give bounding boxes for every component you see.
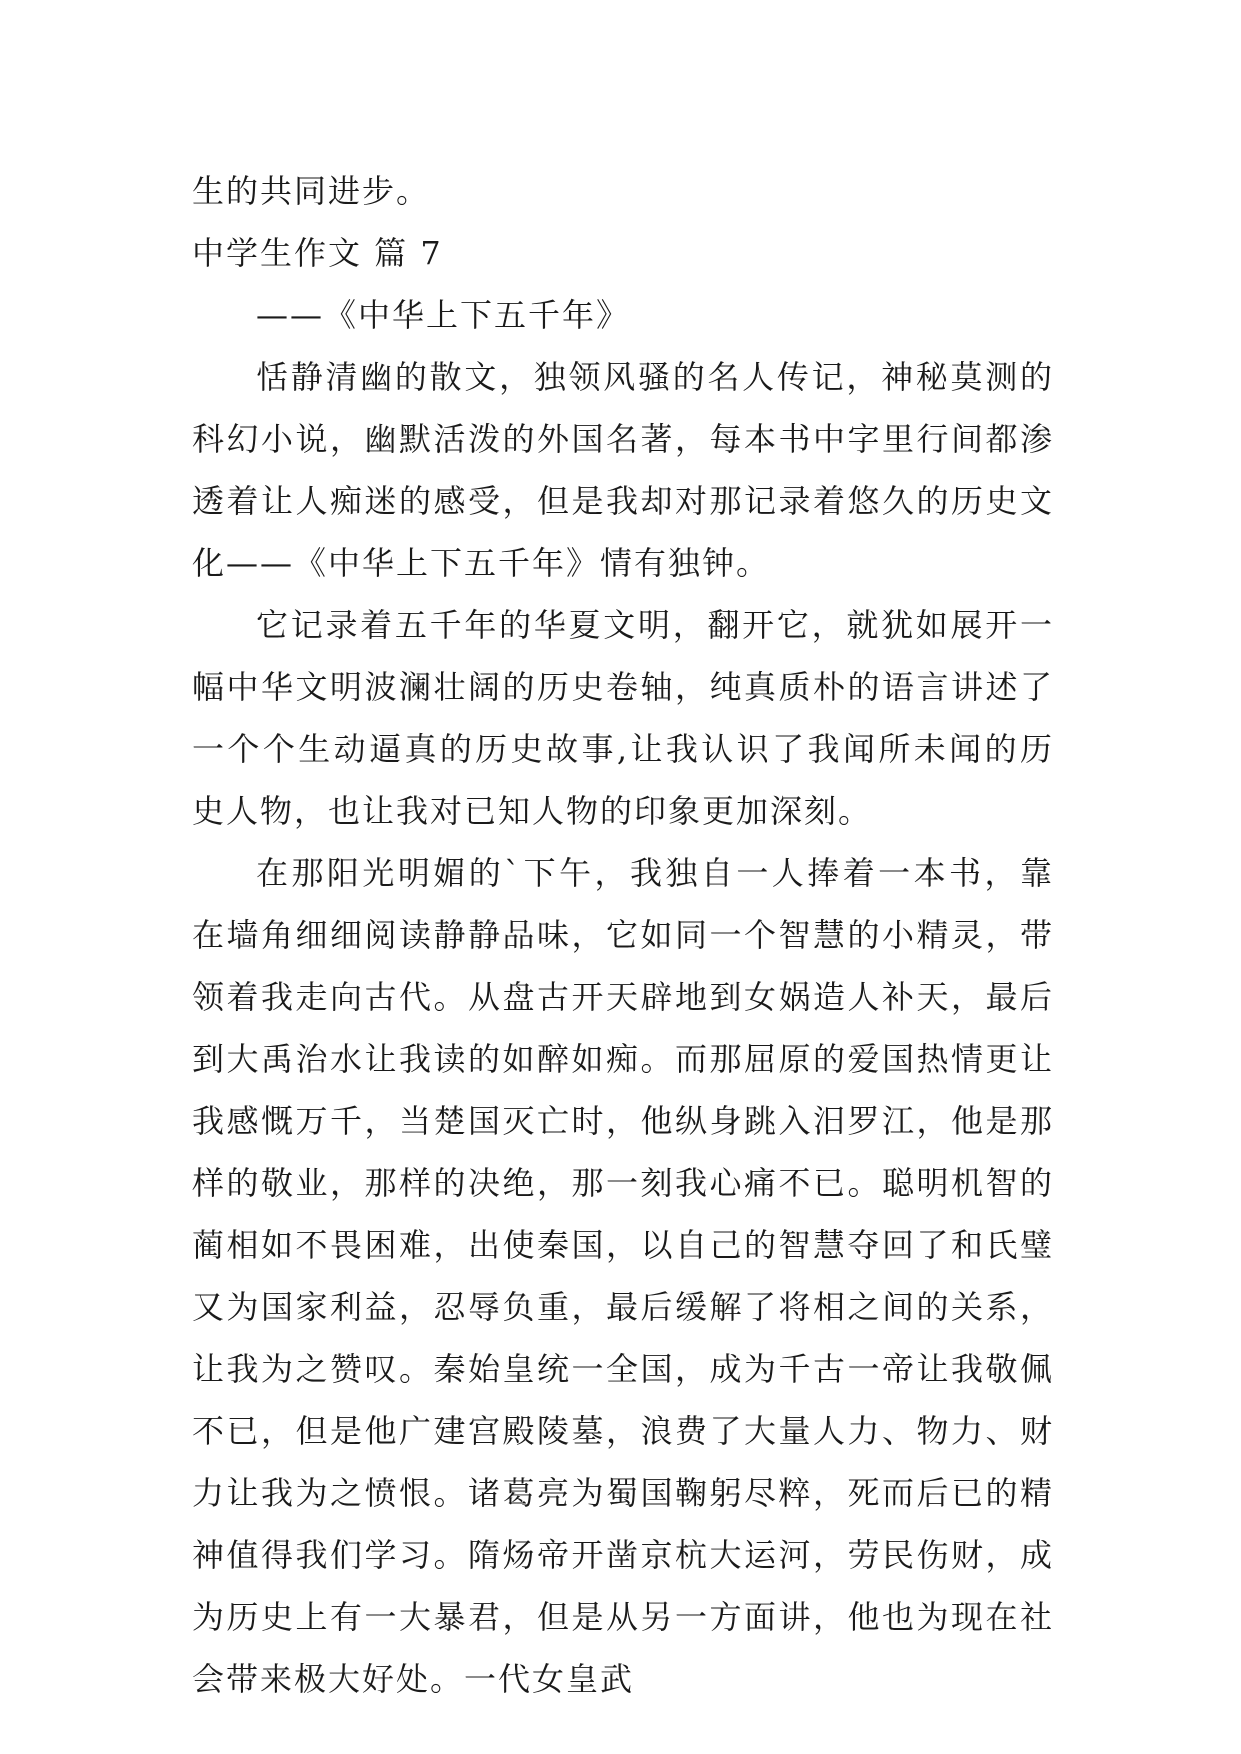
document-body [192,160,1054,1710]
essay-heading: 中学生作文 篇 7 [192,234,443,272]
paragraph-3: 在那阳光明媚的`下午，我独自一人捧着一本书，靠在墙角细细阅读静静品味，它如同一个智慧的小精灵，带领着我走向古代。从盘古开天辟地到女娲造人补天，最后到大禹治水让我读的如醉如痴。而那屈原的爱国热情更让我感慨万千，当楚国灭亡时，他纵身跳入汨罗江，他是那样的敬业，那样的决绝，那一刻我心痛不已。聪明机智的蔺相如不畏困难，出使秦国，以自己的智慧夺回了和氏璧又为国家利益，忍辱负重，最后缓解了将相之间的关系，让我为之赞叹。秦始皇统一全国，成为千古一帝让我敬佩不已，但是他广建宫殿陵墓，浪费了大量人力、物力、财力让我为之愤恨。诸葛亮为蜀国鞠躬尽粹，死而后已的精神值得我们学习。隋炀帝开凿京杭大运河，劳民伤财，成为历史上有一大暴君，但是从另一方面讲，他也为现在社会带来极大好处。一代女皇武 [192,854,1054,1698]
essay-subtitle: ——《中华上下五千年》 [256,296,631,334]
continuation-line: 生的共同进步。 [192,172,431,210]
paragraph-1: 恬静清幽的散文，独领风骚的名人传记，神秘莫测的科幻小说，幽默活泼的外国名著，每本书中字里行间都渗透着让人痴迷的感受，但是我却对那记录着悠久的历史文化——《中华上下五千年》情有独钟。 [192,358,1054,582]
paragraph-2: 它记录着五千年的华夏文明，翻开它，就犹如展开一幅中华文明波澜壮阔的历史卷轴，纯真质朴的语言讲述了一个个生动逼真的历史故事,让我认识了我闻所未闻的历史人物，也让我对已知人物的印象更加深刻。 [192,606,1054,830]
